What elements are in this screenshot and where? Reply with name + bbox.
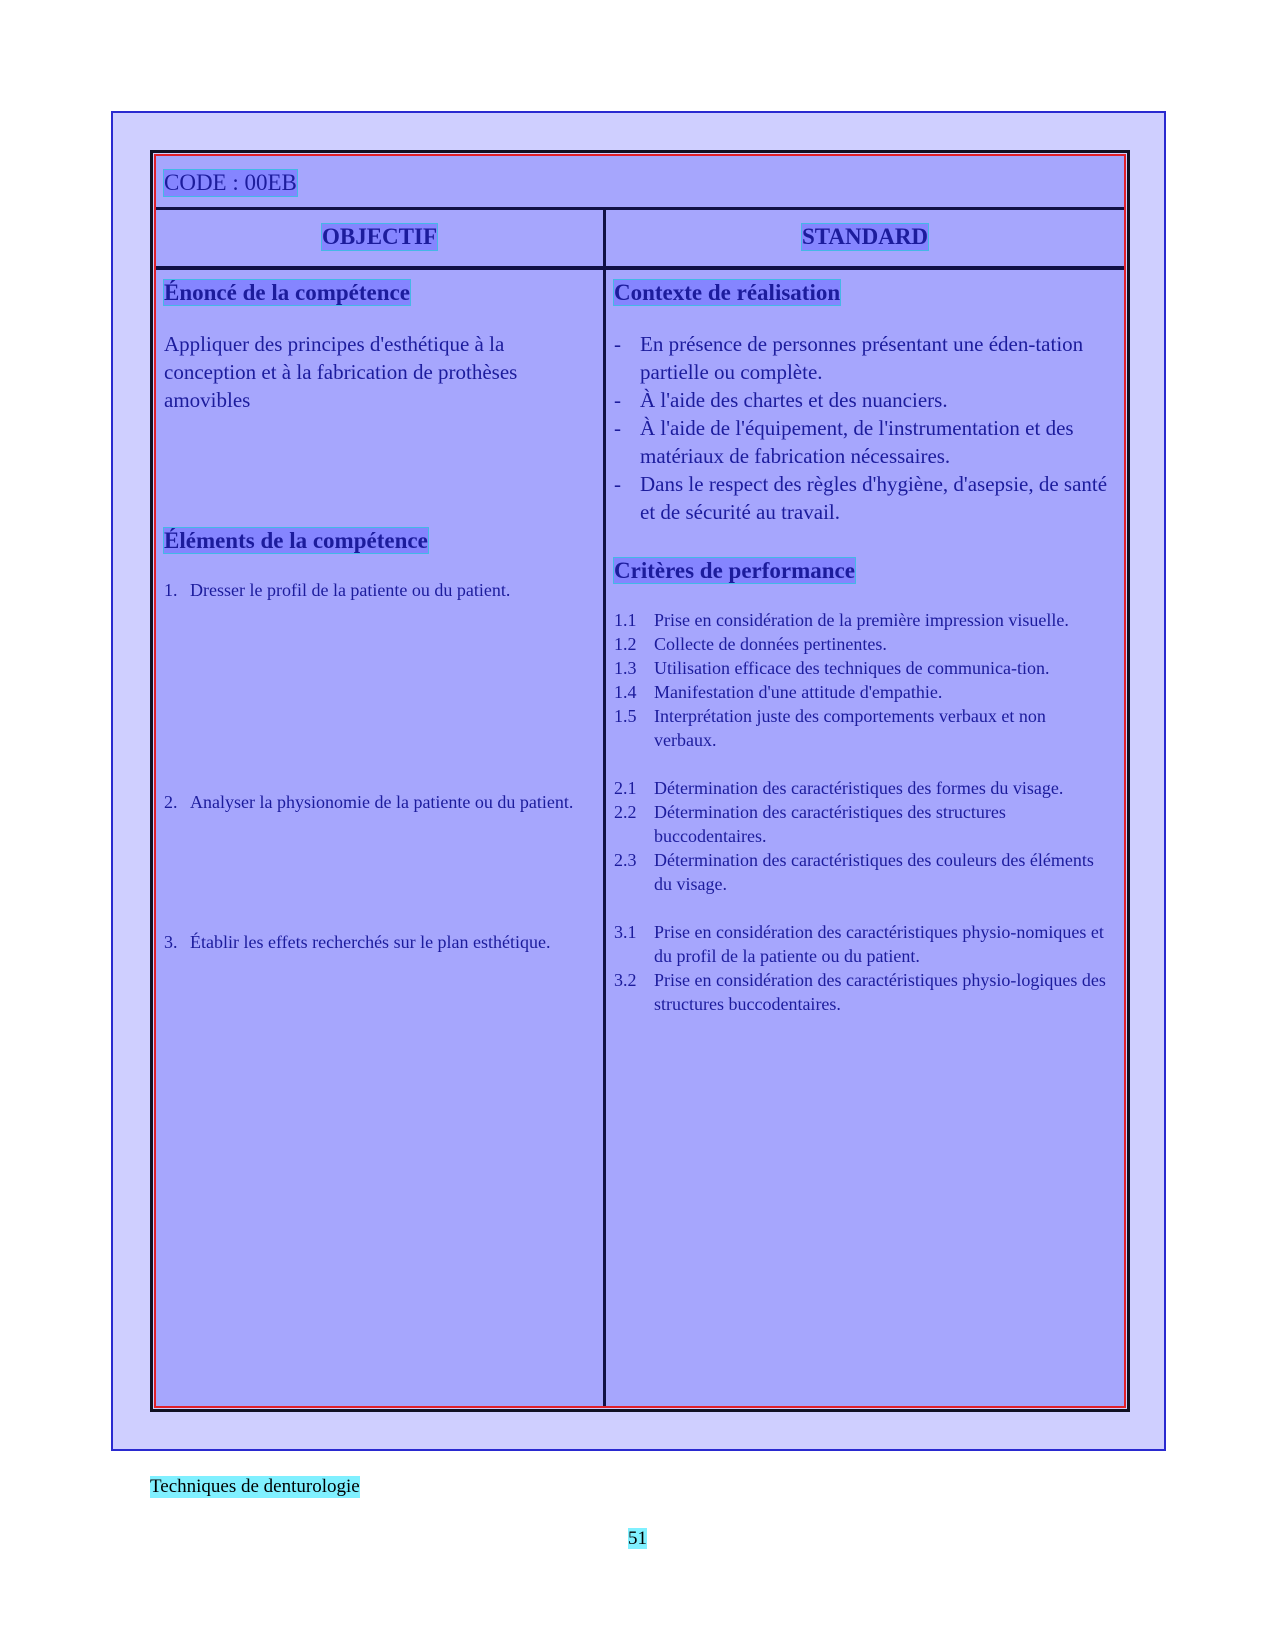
element-number: 1. (164, 580, 178, 600)
element-item (164, 578, 594, 602)
critere-item: 1.2 Collecte de données pertinentes. (614, 634, 887, 654)
code-label: CODE : 00EB (164, 170, 297, 195)
critere-item: 1.5 Interprétation juste des comportements verbaux et non verbaux. (614, 706, 1046, 750)
header-row (156, 210, 1124, 270)
contexte-item: - Dans le respect des règles d'hygiène, d'asepsie, de santé et de sécurité au travail. (614, 472, 1108, 524)
header-standard: STANDARD (801, 224, 929, 249)
header-objectif: OBJECTIF (321, 224, 438, 249)
critere-item: 1.4 Manifestation d'une attitude d'empathie. (614, 682, 943, 702)
critere-item: 1.1 Prise en considération de la première impression visuelle. (614, 610, 1069, 630)
criteres-group-1 (614, 608, 1109, 752)
page-number (0, 1528, 1275, 1550)
elements-list (164, 578, 594, 954)
competency-table (150, 150, 1130, 1412)
header-standard-cell (606, 210, 1124, 266)
criteres-group-3 (614, 920, 1109, 1016)
critere-item: 2.2 Détermination des caractéristiques des structures buccodentaires. (614, 802, 1006, 846)
column-divider (603, 210, 606, 1406)
table-body (154, 154, 1126, 1408)
footer-document-title: Techniques de denturologie (150, 1476, 360, 1497)
contexte-item: - À l'aide de l'équipement, de l'instrumentation et des matériaux de fabrication nécessaires. (614, 416, 1074, 468)
page-number-value: 51 (628, 1528, 647, 1549)
enonce-title: Énoncé de la compétence (164, 280, 410, 305)
contexte-title: Contexte de réalisation (614, 280, 841, 305)
critere-item: 1.3 Utilisation efficace des techniques de communica-tion. (614, 658, 1050, 678)
contexte-list (614, 330, 1109, 526)
standard-column (614, 278, 1109, 1016)
element-text: Établir les effets recherchés sur le plan esthétique. (190, 932, 551, 952)
contexte-item: - En présence de personnes présentant une éden-tation partielle ou complète. (614, 332, 1084, 384)
header-objectif-cell (156, 210, 603, 266)
element-text: Dresser le profil de la patiente ou du patient. (190, 580, 511, 600)
criteres-group-2 (614, 776, 1109, 896)
code-row (156, 156, 1124, 210)
element-item (164, 930, 594, 954)
objectif-column (164, 278, 594, 954)
critere-item: 2.1 Détermination des caractéristiques des formes du visage. (614, 778, 1064, 798)
element-number: 2. (164, 792, 178, 812)
element-number: 3. (164, 932, 178, 952)
element-item (164, 790, 594, 814)
enonce-text: Appliquer des principes d'esthétique à la conception et à la fabrication de prothèses amovibles (164, 332, 518, 412)
critere-item: 3.2 Prise en considération des caractéristiques physio-logiques des structures buccodentaires. (614, 970, 1106, 1014)
critere-item: 3.1 Prise en considération des caractéristiques physio-nomiques et du profil de la patiente ou du patient. (614, 922, 1104, 966)
elements-title: Éléments de la compétence (164, 528, 428, 553)
element-text: Analyser la physionomie de la patiente ou du patient. (190, 792, 574, 812)
criteres-title: Critères de performance (614, 558, 855, 583)
contexte-item: - À l'aide des chartes et des nuanciers. (614, 388, 948, 412)
critere-item: 2.3 Détermination des caractéristiques des couleurs des éléments du visage. (614, 850, 1094, 894)
